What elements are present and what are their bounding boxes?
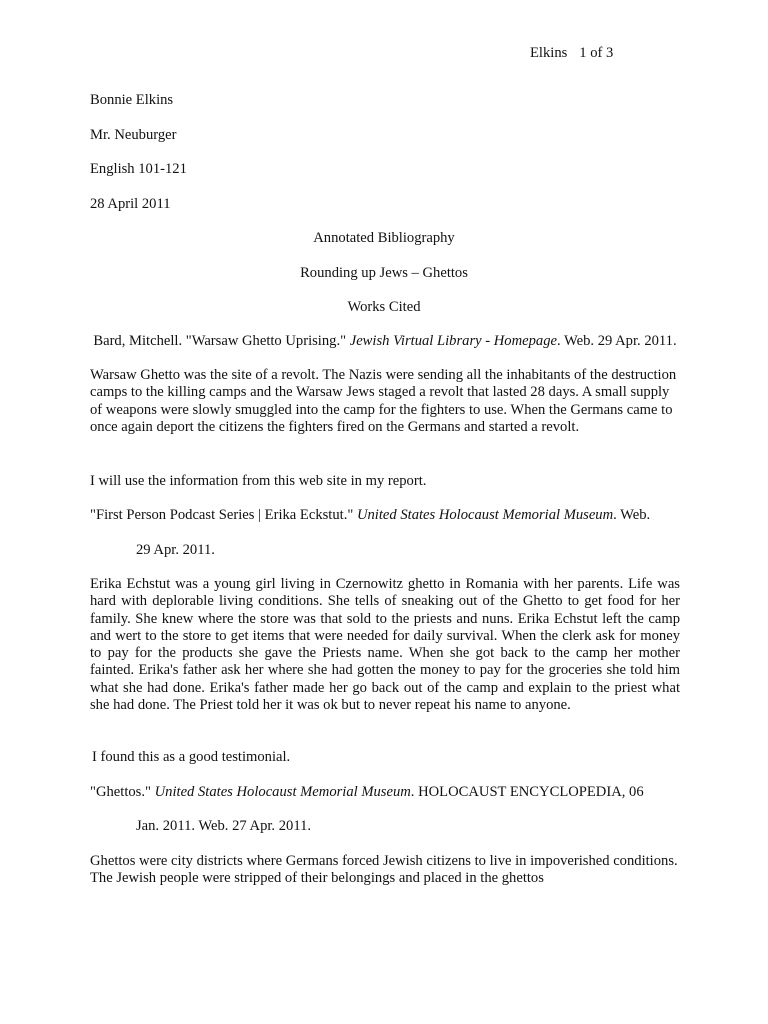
citation-eckstut-text: "First Person Podcast Series | Erika Eckstut.": [90, 507, 357, 523]
course-name: English 101-121: [90, 161, 187, 177]
header-page-number: 1 of 3: [579, 45, 614, 61]
citation-bard: [90, 333, 680, 350]
annotation-bard: Warsaw Ghetto was the site of a revolt. The Nazis were sending all the inhabitants of the destruction camps to the killing camps and the Warsaw Jews staged a revolt that lasted 28 days. A small supply of weapons were slowly smuggled into the camp for the fighters to use. When the Germans came to once again deport the citizens the fighters fired on the Germans and started a revolt.: [90, 367, 677, 435]
running-header: [530, 45, 613, 62]
student-name: Bonnie Elkins: [90, 92, 174, 108]
instructor-name: Mr. Neuburger: [90, 127, 177, 143]
citation-bard-text: Bard, Mitchell. "Warsaw Ghetto Uprising.": [93, 333, 350, 349]
annotation-ghettos: Ghettos were city districts where Germans forced Jewish citizens to live in impoverished conditions. The Jewish people were stripped of their belongings and placed in the ghettos: [90, 853, 678, 887]
citation-ghettos-publisher: . HOLOCAUST ENCYCLOPEDIA, 06: [410, 784, 644, 800]
document-topic: Rounding up Jews – Ghettos: [300, 265, 468, 281]
annotation-eckstut: Erika Echstut was a young girl living in Czernowitz ghetto in Romania with her parents. Life was hard with deplorable living conditions. She tells of sneaking out of the Ghetto to get food for her family. She knew where the store was that sold to the priests and nuns. Erika Echstut left the camp and wert to the store to get items that were needed for daily survival. When the clerk ask for money to pay for the products she gave the Priests name. When she got back to the camp her mother fainted. Erika's father ask her where she had gotten the money to pay for the groceries she told him what she had done. Erika's father made her go back out of the camp and explain to the priest what she had done. The Priest told her it was ok but to never repeat his name to anyone.: [90, 576, 680, 714]
citation-ghettos-text: "Ghettos.": [90, 784, 155, 800]
document-title: Annotated Bibliography: [313, 230, 455, 246]
citation-bard-date: . Web. 29 Apr. 2011.: [556, 333, 677, 349]
citation-ghettos: [90, 784, 644, 801]
citation-eckstut-medium: . Web.: [613, 507, 651, 523]
note-eckstut: I found this as a good testimonial.: [92, 749, 291, 765]
heading-date: 28 April 2011: [90, 196, 171, 212]
citation-eckstut-source: United States Holocaust Memorial Museum: [356, 507, 614, 523]
citation-ghettos-source: United States Holocaust Memorial Museum: [154, 784, 411, 800]
citation-eckstut: [90, 507, 650, 524]
works-cited-heading: Works Cited: [347, 299, 421, 315]
citation-eckstut-date: 29 Apr. 2011.: [136, 542, 215, 558]
header-author: Elkins: [530, 45, 568, 61]
citation-bard-source: Jewish Virtual Library - Homepage: [349, 333, 557, 349]
citation-ghettos-date: Jan. 2011. Web. 27 Apr. 2011.: [136, 818, 312, 834]
note-bard: I will use the information from this web site in my report.: [90, 473, 427, 489]
